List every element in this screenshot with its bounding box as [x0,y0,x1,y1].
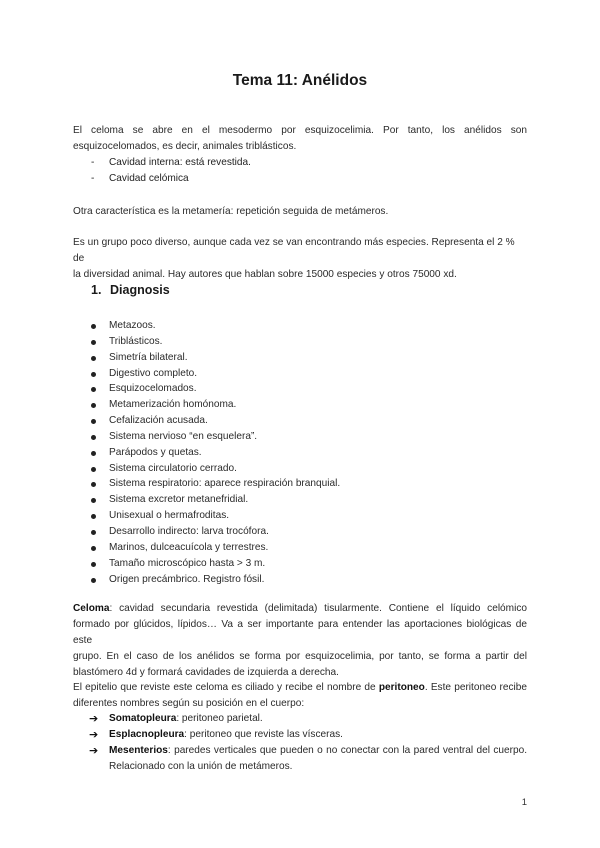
arrow-right-icon: ➔ [89,745,99,757]
page-number: 1 [521,797,527,808]
celoma-term: Celoma [73,603,110,614]
epitelio-line-1 [73,680,527,696]
peritoneo-term: peritoneo [378,682,425,693]
cavity-dash-list [73,155,527,187]
bullet-icon [91,514,96,519]
epitelio-line-2: diferentes nombres según su posición en el cuerpo: [73,698,305,709]
bullet-icon [91,403,96,408]
bullet-icon [91,451,96,456]
arrow-item-text: : peritoneo parietal. [176,713,263,724]
list-item-text: Tamaño microscópico hasta > 3 m. [109,557,266,569]
arrow-list-item [91,727,527,743]
intro-line-2: esquizocelomados, es decir, animales triblásticos. [73,141,297,152]
epitelio-line-1-pre: El epitelio que reviste este celoma es ciliado y recibe el nombre de [73,682,379,693]
list-item-text: Triblásticos. [109,335,163,347]
dash-item [73,155,527,171]
epitelio-line-1-post: . Este peritoneo recibe [424,682,528,693]
bullet-icon [91,356,96,361]
list-item [91,334,340,350]
bullet-icon [91,482,96,487]
dash-item-text: Cavidad interna: está revestida. [109,157,251,168]
dash-item [73,171,527,187]
peritoneo-arrow-list [91,711,527,775]
celoma-line-1 [73,601,527,617]
bullet-icon [91,530,96,535]
dash-marker: - [91,157,95,168]
intro-line-1: El celoma se abre en el mesodermo por esquizocelimia. Por tanto, los anélidos son [73,125,527,136]
list-item [91,445,340,461]
arrow-item-term: Somatopleura [109,713,177,724]
section-number: 1. [91,283,102,297]
arrow-list-item [91,743,527,775]
list-item [91,366,340,382]
list-item [91,508,340,524]
list-item [91,492,340,508]
arrow-right-icon: ➔ [89,713,99,725]
list-item-text: Sistema excretor metanefridial. [109,494,249,506]
arrow-item-term: Esplacnopleura [109,729,185,740]
list-item-text: Parápodos y quetas. [109,446,202,458]
bullet-icon [91,419,96,424]
bullet-icon [91,498,96,503]
diversity-line-1: Es un grupo poco diverso, aunque cada vez se van encontrando más especies. Representa el 2 % de [73,237,515,264]
celoma-line-1-text: : cavidad secundaria revestida (delimitada) tisularmente. Contiene el líquido celómico [109,603,527,614]
list-item [91,540,340,556]
list-item-text: Esquizocelomados. [109,383,197,395]
list-item-text: Sistema respiratorio: aparece respiración branquial. [109,478,341,490]
arrow-right-icon: ➔ [89,729,99,741]
list-item-text: Sistema circulatorio cerrado. [109,462,237,474]
list-item [91,524,340,540]
bullet-icon [91,340,96,345]
bullet-icon [91,324,96,329]
list-item [91,318,340,334]
list-item [91,413,340,429]
bullet-icon [91,562,96,567]
list-item-text: Metazoos. [109,320,156,331]
celoma-line-3: grupo. En el caso de los anélidos se forma por esquizocelimia, por tanto, se forma a partir del [73,651,527,662]
arrow-item-text: : paredes verticales que pueden o no conectar con la pared ventral del cuerpo. [167,745,527,756]
bullet-icon [91,387,96,392]
dash-item-text: Cavidad celómica [109,173,189,184]
intro-paragraph [73,123,527,155]
list-item [91,381,340,397]
arrow-item-term: Mesenterios [109,745,168,756]
list-item-text: Simetría bilateral. [109,351,188,363]
list-item-text: Metamerización homónoma. [109,399,237,411]
list-item [91,556,340,572]
arrow-list-item [91,711,527,727]
diversity-paragraph [73,235,527,283]
list-item [91,461,340,477]
list-item-text: Unisexual o hermafroditas. [109,510,230,522]
list-item-text: Digestivo completo. [109,367,198,379]
list-item-text: Origen precámbrico. Registro fósil. [109,573,265,585]
bullet-icon [91,435,96,440]
list-item [91,572,340,588]
section-title: Diagnosis [110,283,170,297]
page-title: Tema 11: Anélidos [232,72,368,89]
epitelio-paragraph [73,680,527,712]
bullet-icon [91,372,96,377]
celoma-line-2: formado por glúcidos, lípidos… Va a ser importante para entender las aportaciones biológicas de este [73,619,527,646]
list-item-text: Desarrollo indirecto: larva trocófora. [109,525,269,537]
arrow-item-line-2: Relacionado con la unión de metámeros. [109,761,293,772]
list-item [91,350,340,366]
bullet-icon [91,467,96,472]
diversity-line-2: la diversidad animal. Hay autores que hablan sobre 15000 especies y otros 75000 xd. [73,269,457,280]
celoma-line-4: blastómero 4d y formará cavidades de izquierda a derecha. [73,667,339,678]
section-heading [91,283,170,297]
list-item [91,397,340,413]
bullet-icon [91,578,96,583]
diagnosis-list [91,318,340,587]
arrow-item-line-1 [109,743,527,759]
list-item-text: Sistema nervioso “en esquelera”. [109,430,258,442]
celoma-paragraph [73,601,527,681]
list-item-text: Cefalización acusada. [109,415,208,427]
arrow-item-text: : peritoneo que reviste las vísceras. [184,729,343,740]
metameria-paragraph: Otra característica es la metamería: repetición seguida de metámeros. [73,206,389,217]
list-item-text: Marinos, dulceacuícola y terrestres. [109,541,269,553]
dash-marker: - [91,173,95,184]
list-item [91,429,340,445]
list-item [91,476,340,492]
bullet-icon [91,546,96,551]
